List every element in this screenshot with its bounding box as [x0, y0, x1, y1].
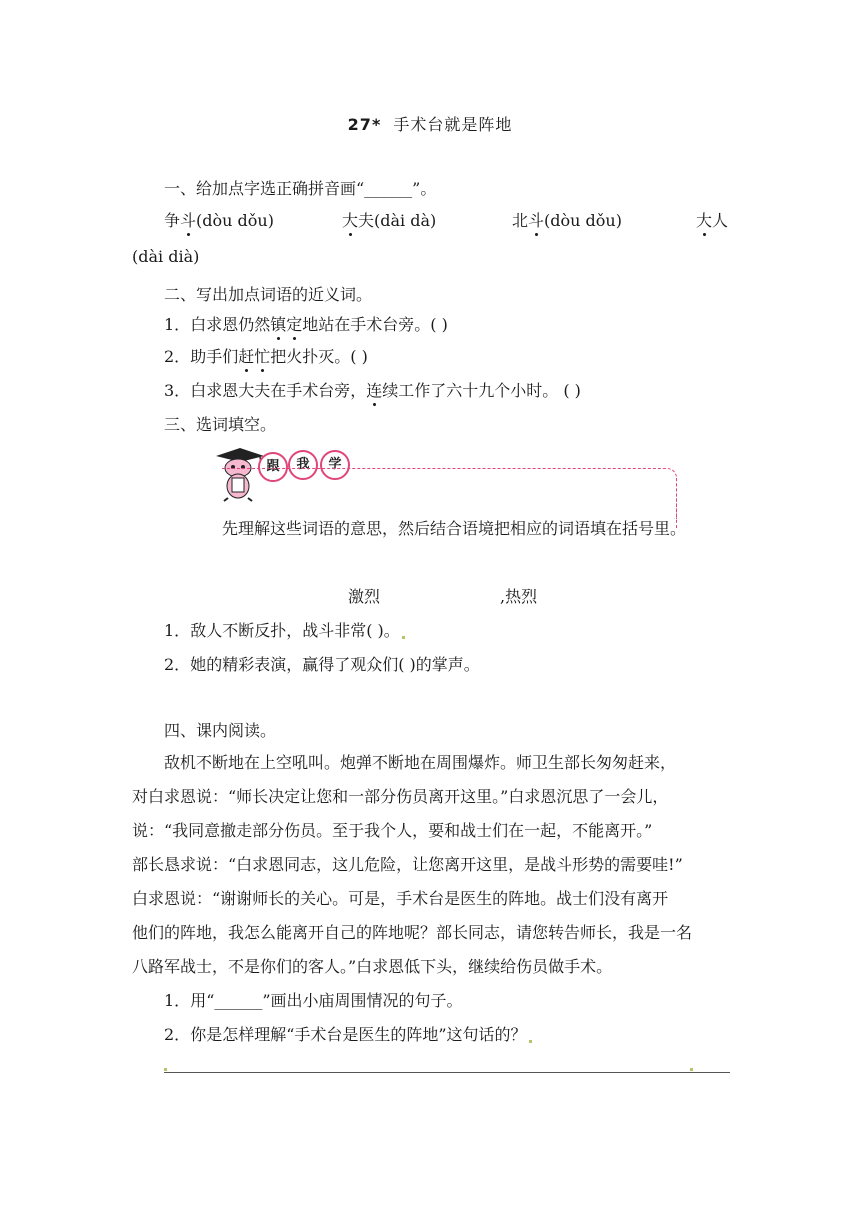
badge-wo: 我 [288, 450, 318, 480]
passage-line-2: 对白求恩说：“师长决定让您和一部分伤员离开这里。”白求恩沉思了一会儿， [132, 787, 669, 806]
pinyin-item-2: 大夫(dài dà) [342, 211, 437, 230]
pinyin-item-1: 争斗(dòu dǒu) [164, 211, 274, 230]
synonym-question-2: 2．助手们赶忙把火扑灭。( ) [164, 347, 368, 366]
page-title [0, 112, 860, 135]
tip-box-border [222, 468, 677, 519]
section2-heading: 二、写出加点词语的近义词。 [164, 285, 373, 304]
reading-question-1: 1．用“______”画出小庙周围情况的句子。 [164, 991, 463, 1010]
section1-heading: 一、给加点字选正确拼音画“______”。 [164, 179, 437, 198]
badge-gen: 跟 [258, 452, 288, 482]
answer-line[interactable] [164, 1072, 730, 1073]
reading-question-2: 2．你是怎样理解“手术台是医生的阵地”这句话的？ [164, 1022, 534, 1048]
answer-mark-right [690, 1068, 693, 1071]
fill-question-1: 1．敌人不断反扑，战斗非常( )。 [164, 618, 407, 644]
answer-mark-left [164, 1068, 167, 1071]
synonym-question-1: 1．白求恩仍然镇定地站在手术台旁。( ) [164, 315, 448, 334]
word-option-2: ,热烈 [500, 587, 538, 606]
badge-xue: 学 [320, 450, 350, 480]
section4-heading: 四、课内阅读。 [164, 721, 277, 740]
synonym-question-3: 3．白求恩大夫在手术台旁，连续工作了六十九个小时。 ( ) [164, 381, 581, 400]
passage-line-1: 敌机不断地在上空吼叫。炮弹不断地在周围爆炸。师卫生部长匆匆赶来， [164, 753, 677, 772]
passage-line-3: 说：“我同意撤走部分伤员。至于我个人，要和战士们在一起，不能离开。” [132, 821, 653, 840]
passage-line-6: 他们的阵地，我怎么能离开自己的阵地呢？部长同志，请您转告师长，我是一名 [132, 923, 693, 942]
passage-line-5: 白求恩说：“谢谢师长的关心。可是，手术台是医生的阵地。战士们没有离开 [132, 889, 669, 908]
passage-line-4: 部长恳求说：“白求恩同志，这儿危险，让您离开这里，是战斗形势的需要哇!” [132, 855, 683, 874]
pinyin-item-4-options: (dài dià) [132, 247, 200, 266]
lesson-title: 手术台就是阵地 [393, 115, 513, 134]
pinyin-item-4: 大人 [696, 211, 729, 230]
section3-heading: 三、选词填空。 [164, 415, 277, 434]
pinyin-item-3: 北斗(dòu dǒu) [512, 211, 622, 230]
lesson-number: 27* [347, 115, 382, 134]
word-option-1: 激烈 [348, 587, 381, 606]
fill-question-2: 2．她的精彩表演，赢得了观众们( )的掌声。 [164, 655, 480, 674]
tip-text: 先理解这些词语的意思，然后结合语境把相应的词语填在括号里。 [222, 519, 687, 538]
passage-line-7: 八路军战士，不是你们的客人。”白求恩低下头，继续给伤员做手术。 [132, 957, 613, 976]
